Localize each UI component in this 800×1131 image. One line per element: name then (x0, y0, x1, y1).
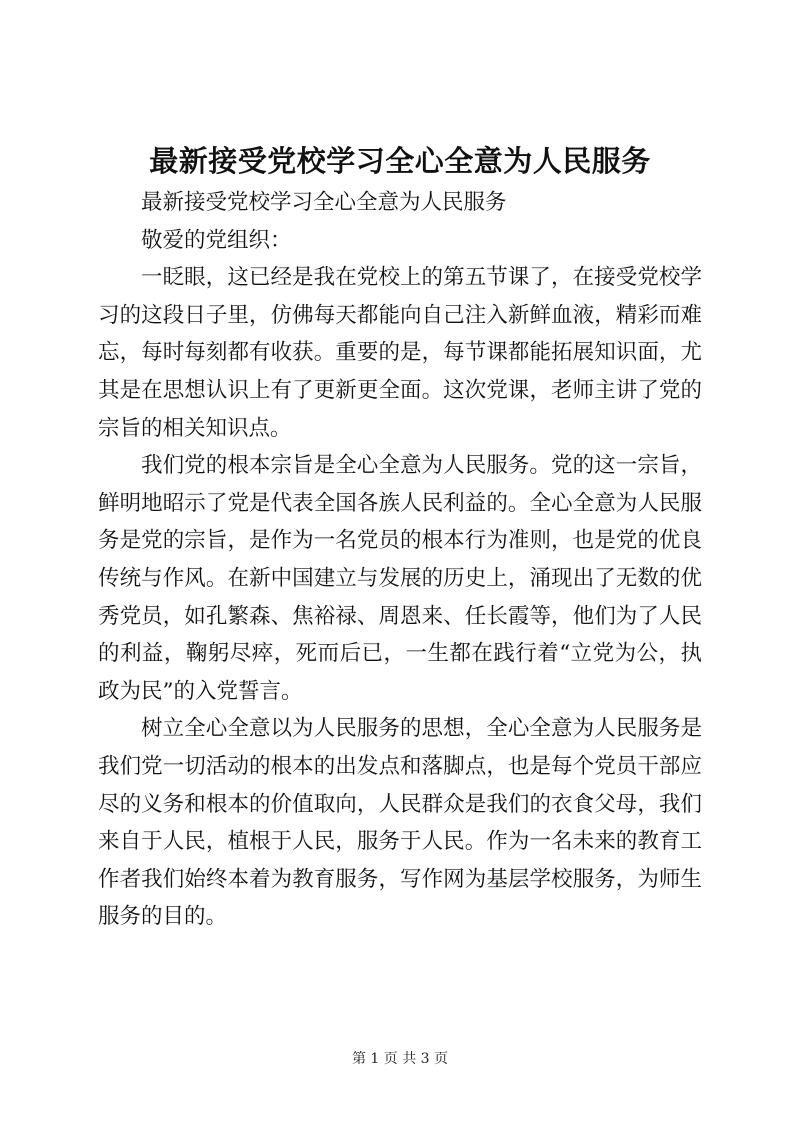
salutation-paragraph: 敬爱的党组织： (141, 227, 292, 253)
body-paragraph: 树立全心全意以为人民服务的思想，全心全意为人民服务是我们党一切活动的根本的出发点和落脚点，也是每个党员干部应尽的义务和根本的价值取向，人民群众是我们的衣食父母，我们来自于人民，植根于人民，服务于人民。作为一名未来的教育工作者我们始终本着为教育服务，写作网为基层学校服务，为师生服务的目的。 (98, 716, 702, 930)
page-number-footer: 第 1 页 共 3 页 (351, 1051, 449, 1067)
subtitle-paragraph: 最新接受党校学习全心全意为人民服务 (141, 190, 507, 215)
body-paragraph: 我们党的根本宗旨是全心全意为人民服务。党的这一宗旨，鲜明地昭示了党是代表全国各族人民利益的。全心全意为人民服务是党的宗旨，是作为一名党员的根本行为准则，也是党的优良传统与作风。在新中国建立与发展的历史上，涌现出了无数的优秀党员，如孔繁森、焦裕禄、周恩来、任长霞等，他们为了人民的利益，鞠躬尽瘁，死而后已，一生都在践行着“立党为公，执政为民”的入党誓言。 (98, 453, 702, 704)
body-paragraph: 一眨眼，这已经是我在党校上的第五节课了，在接受党校学习的这段日子里，仿佛每天都能向自己注入新鲜血液，精彩而难忘，每时每刻都有收获。重要的是，每节课都能拓展知识面，尤其是在思想认识上有了更新更全面。这次党课，老师主讲了党的宗旨的相关知识点。 (98, 265, 702, 441)
document-body (98, 138, 702, 936)
document-title: 最新接受党校学习全心全意为人民服务 (149, 144, 651, 178)
